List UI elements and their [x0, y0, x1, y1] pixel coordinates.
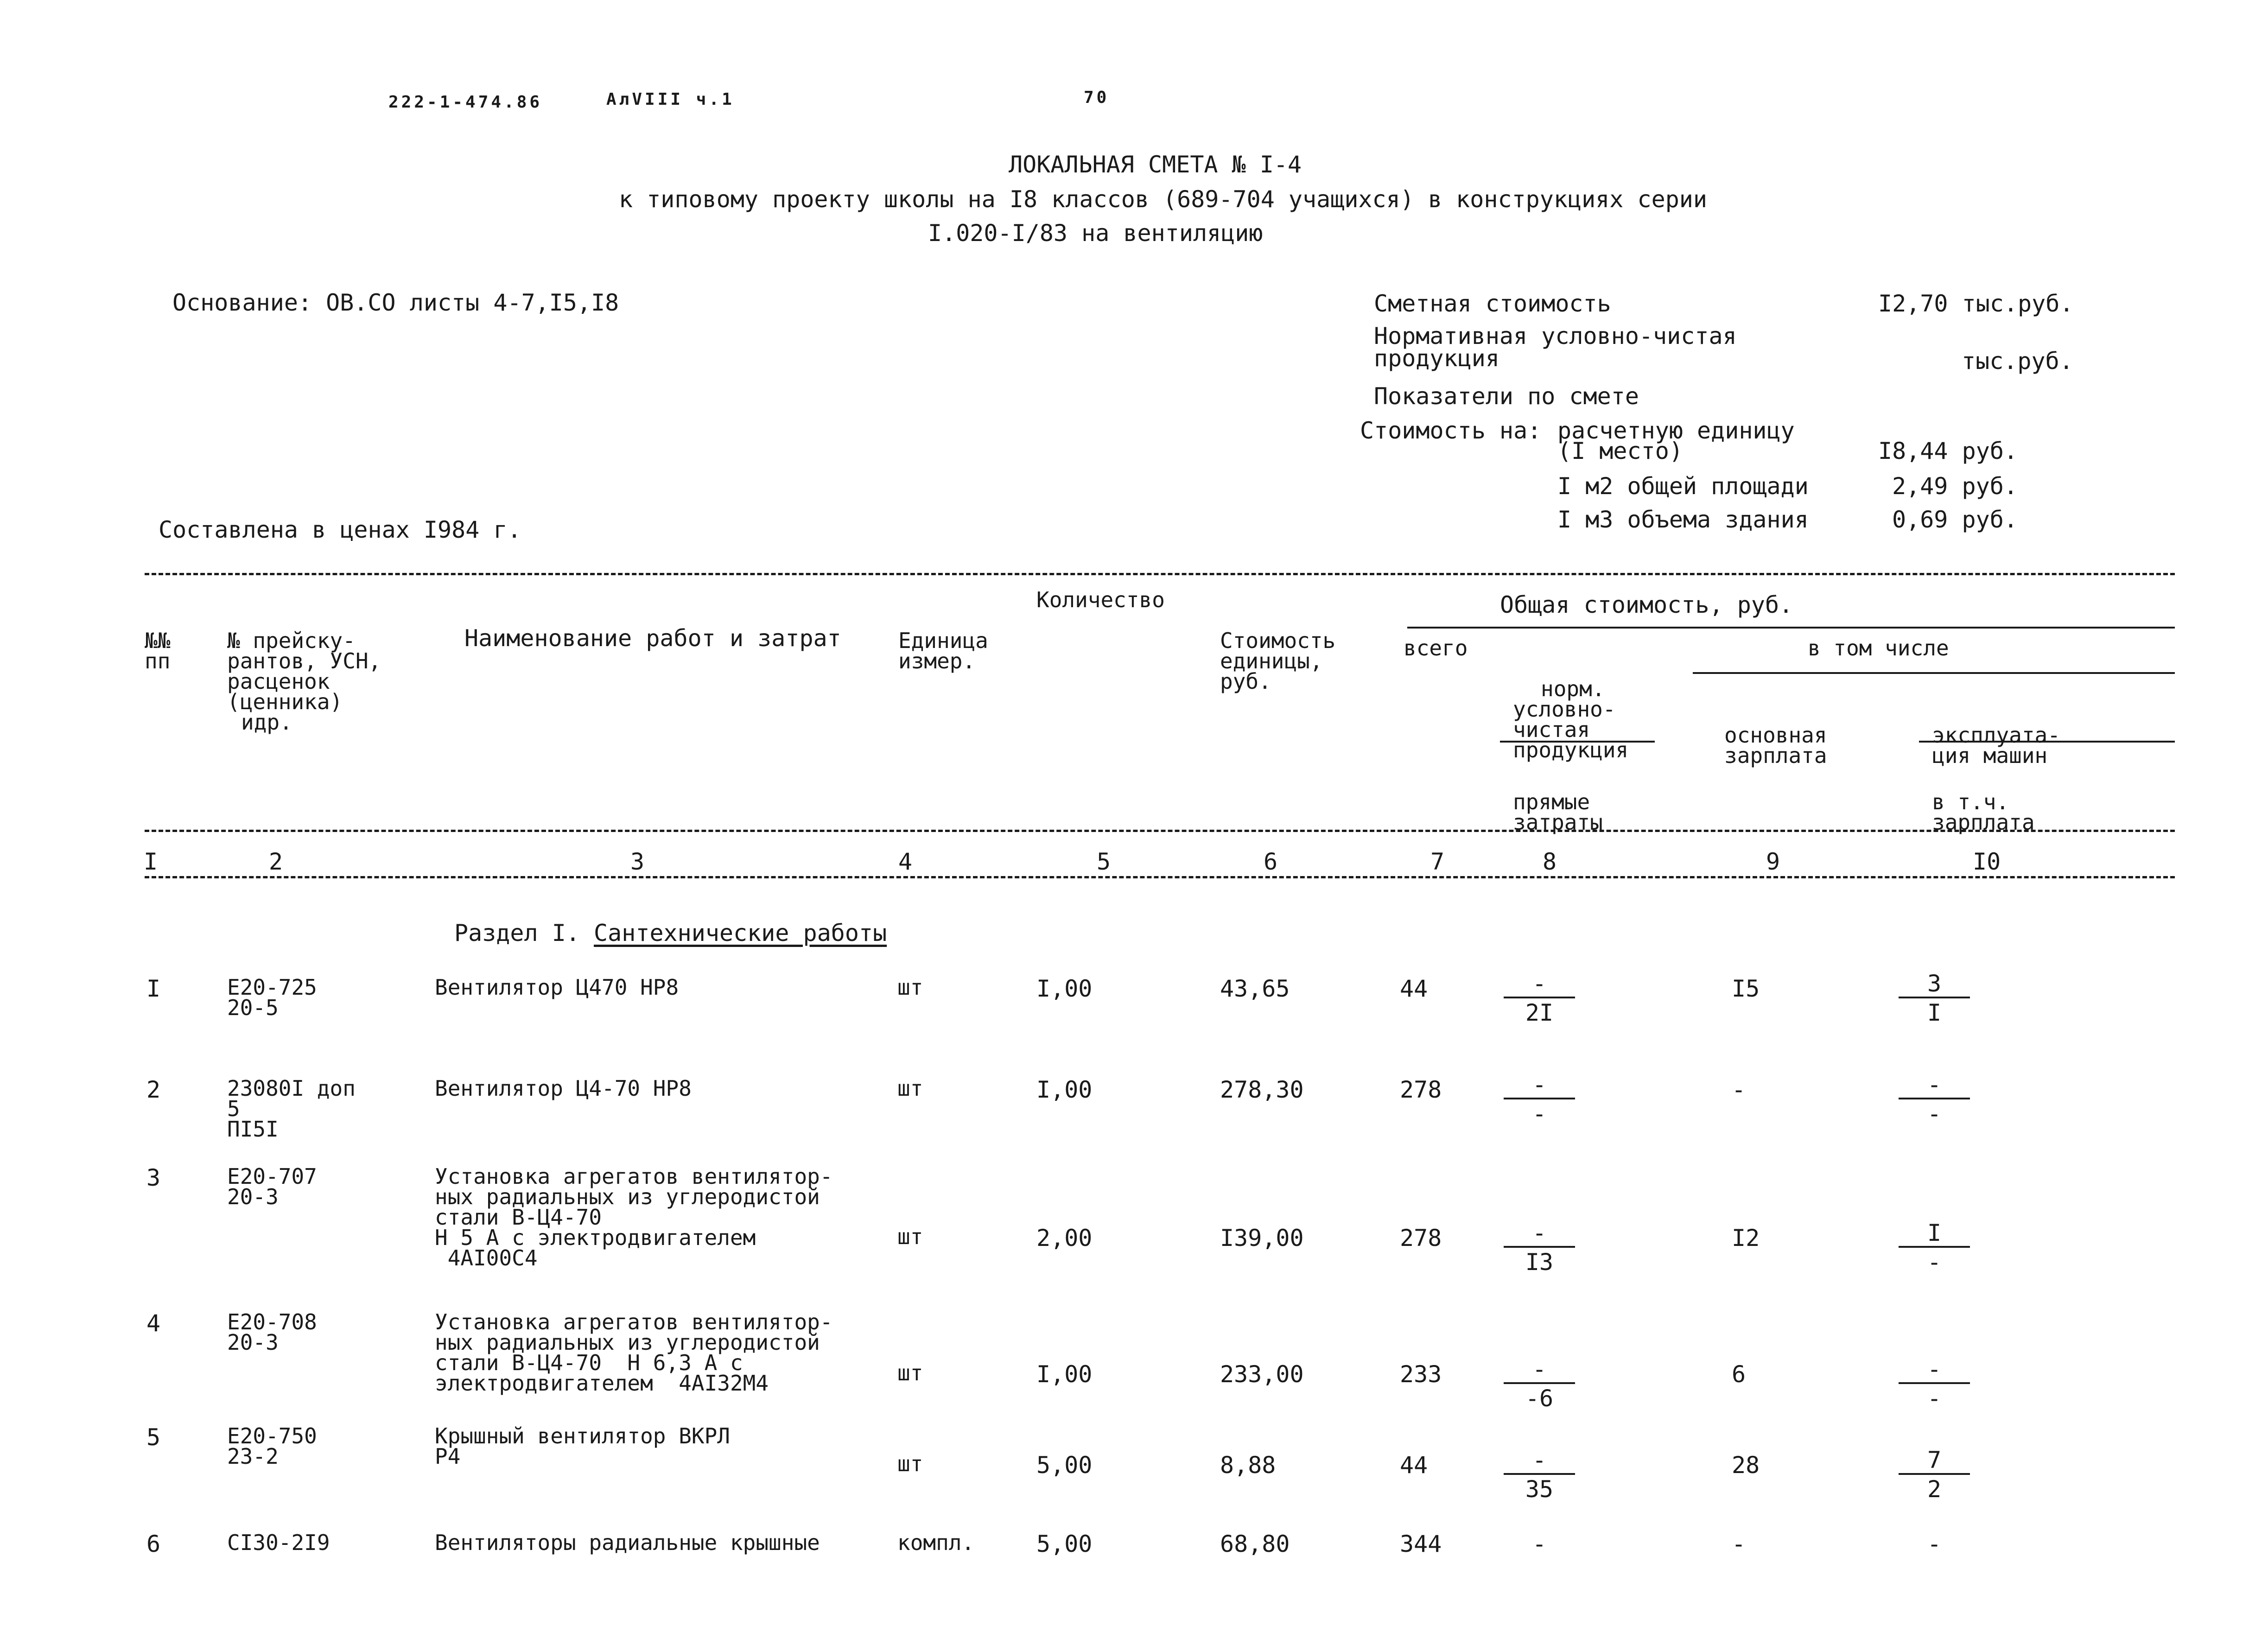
row-1-net-product-fraction [1500, 971, 1579, 1024]
row-2-code-line: 5 [227, 1096, 240, 1121]
row-2-qty: I,00 [1036, 1076, 1093, 1103]
colnum-9: 9 [1766, 848, 1780, 875]
row-5-code-line: Е20-750 [227, 1423, 317, 1448]
row-5-code-line: 23-2 [227, 1444, 279, 1469]
hdr-col8: норм. условно- чистая продукция [1513, 676, 1629, 762]
row-2-unit-price: 278,30 [1220, 1076, 1304, 1103]
hdr-col9: основная зарплата [1724, 723, 1827, 768]
doc-title: ЛОКАЛЬНАЯ СМЕТА № I-4 [1009, 151, 1302, 178]
row-1-net-product-fraction-numerator: - [1532, 970, 1547, 997]
colnum-rule [145, 876, 2175, 878]
hdr-col10b: в т.ч. зарплата [1932, 789, 2035, 835]
incl-group-rule [1693, 672, 2175, 674]
row-4-name-line: электродвигателем 4АI32М4 [435, 1371, 769, 1396]
row-2-machines-fraction-numerator: - [1927, 1071, 1942, 1098]
album-ref: АлVIII ч.1 [606, 90, 735, 109]
row-1-base-salary: I5 [1732, 975, 1760, 1002]
row-1-name-line: Вентилятор Ц470 НР8 [435, 975, 679, 1000]
row-2-net-product-fraction-denominator: - [1532, 1100, 1547, 1127]
page-number: 70 [1084, 88, 1110, 107]
header-bottom-rule [145, 830, 2175, 832]
section-heading: Раздел I. Сантехнические работы [454, 920, 887, 946]
row-1-code-line: 20-5 [227, 995, 279, 1020]
colnum-7: 7 [1430, 848, 1445, 875]
net-product-label-2: продукция [1374, 345, 1499, 372]
row-2-code-line: 23080I доп [227, 1076, 356, 1101]
estimated-cost-value: I2,70 тыс.руб. [1878, 290, 2074, 317]
row-6-code-line: СI30-2I9 [227, 1530, 330, 1555]
row-5-base-salary: 28 [1732, 1452, 1760, 1479]
row-4-net-product-fraction [1500, 1356, 1579, 1410]
basis-text: Основание: ОВ.СО листы 4-7,I5,I8 [172, 289, 619, 316]
hdr-col7: всего [1404, 635, 1468, 661]
colnum-8: 8 [1543, 848, 1557, 875]
row-3-total: 278 [1400, 1225, 1442, 1251]
row-3-code-line: 20-3 [227, 1184, 279, 1209]
row-5-net-product-fraction-numerator: - [1532, 1447, 1547, 1474]
row-1-net-product-fraction-denominator: 2I [1525, 999, 1554, 1026]
row-6-base-salary: - [1732, 1531, 1746, 1557]
volume-label: I м3 объема здания [1557, 506, 1809, 533]
row-1-total: 44 [1400, 975, 1428, 1002]
estimated-cost-label: Сметная стоимость [1374, 290, 1611, 317]
row-4-net-product-fraction-denominator: -6 [1525, 1385, 1554, 1412]
row-1-qty: I,00 [1036, 975, 1093, 1002]
row-2-net-product-fraction-numerator: - [1532, 1071, 1547, 1098]
row-4-code-line: 20-3 [227, 1330, 279, 1355]
row-4-machines-fraction-numerator: - [1927, 1356, 1942, 1383]
hdr-col4: Единица измер. [898, 628, 988, 673]
row-5-machines-fraction-numerator: 7 [1927, 1447, 1942, 1474]
doc-number: 222-1-474.86 [388, 93, 543, 112]
row-3-name-line: Установка агрегатов вентилятор- [435, 1164, 833, 1189]
net-product-value: тыс.руб. [1962, 348, 2073, 375]
hdr-total-group: Общая стоимость, руб. [1500, 591, 1793, 618]
area-value: 2,49 руб. [1892, 473, 2018, 500]
row-3-machines-fraction [1895, 1220, 1974, 1274]
row-5-machines-fraction [1895, 1447, 1974, 1501]
row-3-base-salary: I2 [1732, 1225, 1760, 1251]
row-1-code-line: Е20-725 [227, 975, 317, 1000]
row-6-unit-price: 68,80 [1220, 1531, 1290, 1557]
row-2-base-salary: - [1732, 1076, 1746, 1103]
row-4-number: 4 [146, 1310, 161, 1337]
row-6-unit: компл. [897, 1530, 975, 1555]
colnum-2: 2 [269, 848, 283, 875]
unit-value: I8,44 руб. [1878, 438, 2018, 464]
indicators-label: Показатели по смете [1374, 383, 1639, 410]
row-5-name-line: Крышный вентилятор ВКРЛ [435, 1423, 730, 1448]
row-3-code-line: Е20-707 [227, 1164, 317, 1189]
hdr-col2: № прейску- рантов, УСН, расценок (ценника) идр. [227, 628, 381, 735]
row-1-unit: шт [897, 975, 923, 1000]
hdr-incl-group: в том числе [1808, 635, 1949, 661]
row-4-unit: шт [897, 1360, 923, 1385]
row-6-net-product: - [1532, 1531, 1547, 1557]
row-4-base-salary: 6 [1732, 1361, 1746, 1388]
row-3-name-line: ных радиальных из углеродистой [435, 1184, 820, 1209]
row-3-name-line: 4АI00С4 [435, 1245, 538, 1270]
row-3-net-product-fraction [1500, 1220, 1579, 1274]
row-5-net-product-fraction-denominator: 35 [1525, 1476, 1554, 1503]
row-4-name-line: Установка агрегатов вентилятор- [435, 1309, 833, 1334]
hdr-col3: Наименование работ и затрат [464, 625, 841, 652]
row-2-net-product-fraction [1500, 1072, 1579, 1125]
doc-subtitle-1: к типовому проекту школы на I8 классов (689-704 учащихся) в конструкциях серии [619, 186, 1707, 213]
row-5-net-product-fraction [1500, 1447, 1579, 1501]
row-5-machines-fraction-denominator: 2 [1927, 1476, 1942, 1503]
row-5-unit-price: 8,88 [1220, 1452, 1276, 1479]
row-3-number: 3 [146, 1164, 161, 1191]
row-4-name-line: ных радиальных из углеродистой [435, 1330, 820, 1355]
colnum-3: 3 [630, 848, 645, 875]
colnum-5: 5 [1097, 848, 1111, 875]
volume-value: 0,69 руб. [1892, 506, 2018, 533]
row-2-total: 278 [1400, 1076, 1442, 1103]
row-5-name-line: Р4 [435, 1444, 461, 1469]
row-3-qty: 2,00 [1036, 1225, 1093, 1251]
row-3-unit: шт [897, 1224, 923, 1249]
row-3-unit-price: I39,00 [1220, 1225, 1304, 1251]
total-group-rule [1407, 627, 2175, 629]
row-5-total: 44 [1400, 1452, 1428, 1479]
row-3-machines-fraction-denominator: - [1927, 1249, 1942, 1276]
row-6-name-line: Вентиляторы радиальные крышные [435, 1530, 820, 1555]
row-2-code-line: ПI5I [227, 1117, 279, 1142]
hdr-col6: Стоимость единицы, руб. [1220, 628, 1336, 694]
area-label: I м2 общей площади [1557, 473, 1809, 500]
row-6-machines: - [1927, 1531, 1942, 1557]
row-3-name-line: Н 5 А с электродвигателем [435, 1225, 756, 1250]
colnum-1: I [144, 848, 158, 875]
row-5-number: 5 [146, 1424, 161, 1451]
row-4-machines-fraction-denominator: - [1927, 1385, 1942, 1412]
row-1-machines-fraction-denominator: I [1927, 999, 1942, 1026]
row-4-machines-fraction [1895, 1356, 1974, 1410]
row-2-machines-fraction-denominator: - [1927, 1100, 1942, 1127]
net-product-label: Нормативная условно-чистая [1374, 323, 1737, 349]
row-4-qty: I,00 [1036, 1361, 1093, 1388]
row-5-qty: 5,00 [1036, 1452, 1093, 1479]
unit-label: расчетную единицу [1557, 417, 1795, 444]
row-2-name-line: Вентилятор Ц4-70 НР8 [435, 1076, 692, 1101]
row-1-machines-fraction [1895, 971, 1974, 1024]
section-title: Сантехнические работы [594, 920, 887, 946]
row-4-net-product-fraction-numerator: - [1532, 1356, 1547, 1383]
hdr-col10: эксплуата- ция машин [1932, 723, 2060, 768]
hdr-col1: №№ пп [145, 628, 171, 673]
row-2-number: 2 [146, 1076, 161, 1103]
cost-per-label: Стоимость на: [1360, 417, 1542, 444]
row-6-number: 6 [146, 1531, 161, 1557]
row-4-total: 233 [1400, 1361, 1442, 1388]
row-1-machines-fraction-numerator: 3 [1927, 970, 1942, 997]
row-2-unit: шт [897, 1076, 923, 1101]
row-3-name-line: стали В-Ц4-70 [435, 1205, 602, 1230]
row-5-unit: шт [897, 1451, 923, 1476]
prices-year: Составлена в ценах I984 г. [159, 516, 521, 543]
row-1-number: I [146, 975, 161, 1002]
hdr-col8b: прямые затраты [1513, 789, 1603, 835]
row-6-qty: 5,00 [1036, 1531, 1093, 1557]
row-3-net-product-fraction-numerator: - [1532, 1220, 1547, 1246]
row-2-machines-fraction [1895, 1072, 1974, 1125]
row-3-net-product-fraction-denominator: I3 [1525, 1249, 1554, 1276]
row-4-unit-price: 233,00 [1220, 1361, 1304, 1388]
row-6-total: 344 [1400, 1531, 1442, 1557]
table-top-rule [145, 573, 2175, 575]
row-3-machines-fraction-numerator: I [1927, 1220, 1942, 1246]
hdr-col5: Количество [1036, 587, 1165, 612]
colnum-10: I0 [1973, 848, 2001, 875]
row-4-code-line: Е20-708 [227, 1309, 317, 1334]
row-1-unit-price: 43,65 [1220, 975, 1290, 1002]
colnum-6: 6 [1264, 848, 1278, 875]
colnum-4: 4 [898, 848, 913, 875]
row-4-name-line: стали В-Ц4-70 Н 6,3 А с [435, 1350, 743, 1375]
doc-subtitle-2: I.020-I/83 на вентиляцию [928, 220, 1263, 247]
unit-label-2: (I место) [1557, 438, 1683, 464]
